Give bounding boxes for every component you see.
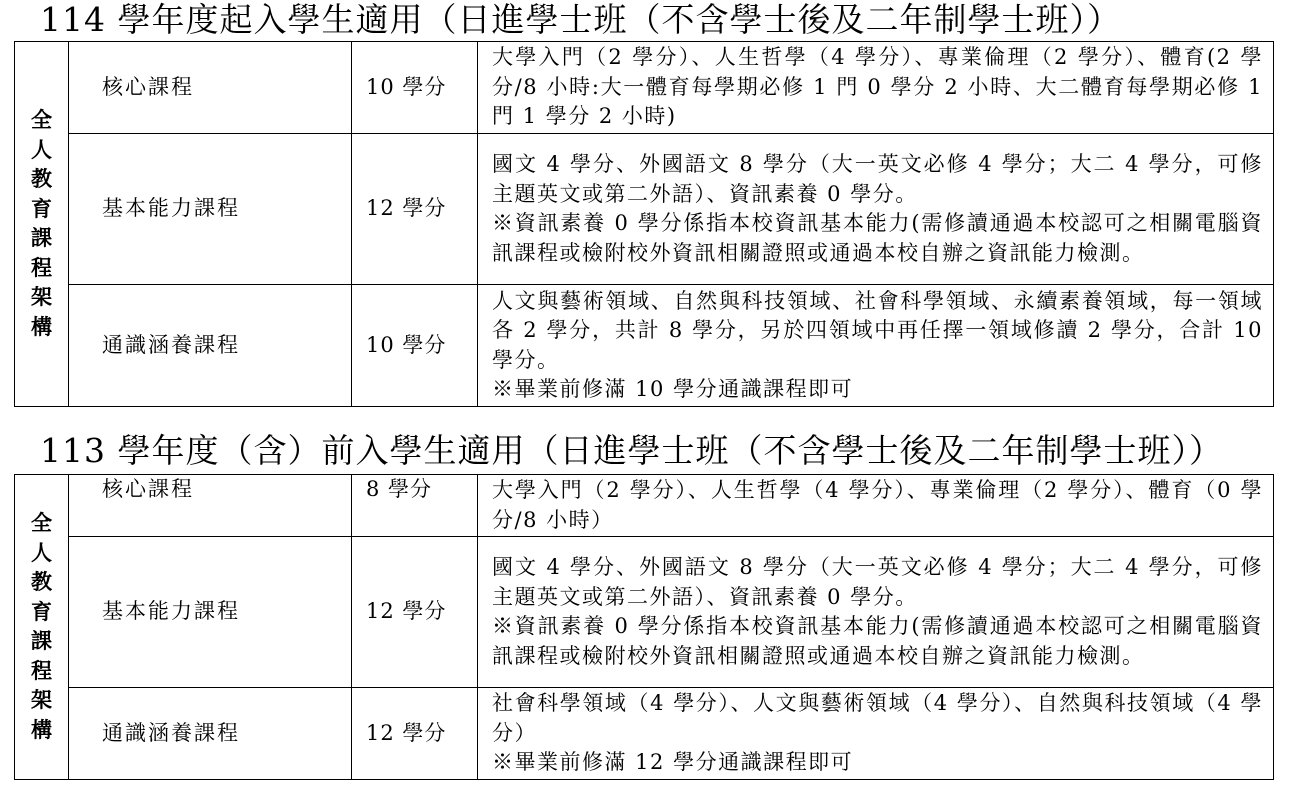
section-114-title: 114 學年度起入學生適用（日進學士班（不含學士後及二年制學士班）） <box>40 0 1121 39</box>
category-general-education: 通識涵養課程 <box>69 688 352 780</box>
section-113-title: 113 學年度（含）前入學生適用（日進學士班（不含學士後及二年制學士班）） <box>40 431 1223 470</box>
table-row <box>15 285 1274 407</box>
credits-core: 10 學分 <box>352 42 478 134</box>
credits-general-education: 10 學分 <box>352 285 478 407</box>
credits-basic-ability: 12 學分 <box>352 537 478 688</box>
category-general-education: 通識涵養課程 <box>69 285 352 407</box>
description-basic-ability: 國文 4 學分、外國語文 8 學分（大一英文必修 4 學分；大二 4 學分，可修主題英文或第二外語）、資訊素養 0 學分。 ※資訊素養 0 學分係指本校資訊基本能力(需修讀通過本校認可之相關電腦資訊課程或檢附校外資訊相關證照或通過本校自辦之資訊能力檢測。 <box>478 134 1274 285</box>
curriculum-table-113 <box>14 474 1274 780</box>
description-general-education: 人文與藝術領域、自然與科技領域、社會科學領域、永續素養領域，每一領域各 2 學分，共計 8 學分，另於四領域中再任擇一領域修讀 2 學分，合計 10 學分。 ※畢業前修滿 10 學分通識課程即可 <box>478 285 1274 407</box>
description-basic-ability: 國文 4 學分、外國語文 8 學分（大一英文必修 4 學分；大二 4 學分，可修主題英文或第二外語）、資訊素養 0 學分。 ※資訊素養 0 學分係指本校資訊基本能力(需修讀通過本校認可之相關電腦資訊課程或檢附校外資訊相關證照或通過本校自辦之資訊能力檢測。 <box>478 537 1274 688</box>
category-core: 核心課程 <box>69 475 352 537</box>
side-label-113: 全 人 教 育 課 程 架 構 <box>15 475 69 780</box>
table-row <box>15 537 1274 688</box>
description-general-education: 社會科學領域（4 學分）、人文與藝術領域（4 學分）、自然與科技領域（4 學分） ※畢業前修滿 12 學分通識課程即可 <box>478 688 1274 780</box>
credits-core: 8 學分 <box>352 475 478 537</box>
table-row <box>15 134 1274 285</box>
table-row <box>15 475 1274 537</box>
side-label-114: 全 人 教 育 課 程 架 構 <box>15 42 69 407</box>
category-basic-ability: 基本能力課程 <box>69 134 352 285</box>
table-row <box>15 42 1274 134</box>
category-core: 核心課程 <box>69 42 352 134</box>
credits-general-education: 12 學分 <box>352 688 478 780</box>
table-row <box>15 688 1274 780</box>
category-basic-ability: 基本能力課程 <box>69 537 352 688</box>
curriculum-table-114 <box>14 41 1274 407</box>
description-core: 大學入門（2 學分）、人生哲學（4 學分）、專業倫理（2 學分）、體育(2 學分/8 小時:大一體育每學期必修 1 門 0 學分 2 小時、大二體育每學期必修 1 門 1 學分 2 小時) <box>478 42 1274 134</box>
credits-basic-ability: 12 學分 <box>352 134 478 285</box>
description-core: 大學入門（2 學分）、人生哲學（4 學分）、專業倫理（2 學分）、體育（0 學分/8 小時） <box>478 475 1274 537</box>
